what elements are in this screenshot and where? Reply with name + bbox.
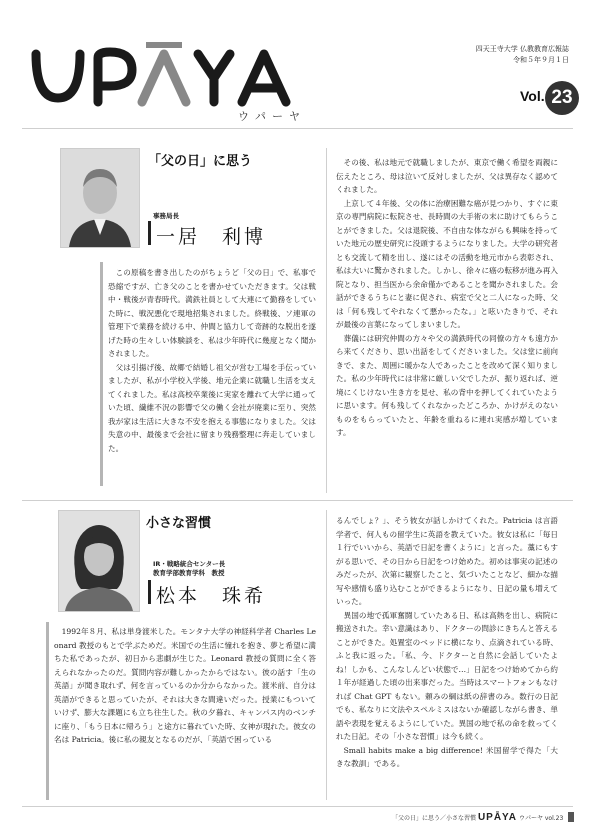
article1-role: 事務局長: [153, 212, 179, 220]
article2-name-bar: [148, 580, 151, 604]
upaya-logo: [28, 40, 298, 110]
article2-column-1: [54, 625, 316, 747]
article1-title: 「父の日」に思う: [148, 154, 253, 169]
author-photo-matsumoto: [58, 510, 140, 612]
article2-column-divider: [326, 510, 327, 800]
footer-rule: [22, 806, 573, 807]
publisher: 四天王寺大学 仏教教育広報誌: [475, 45, 569, 53]
footer-vol: ウパーヤ vol.23: [518, 815, 564, 822]
article1-column-divider: [326, 148, 327, 493]
header-rule: [22, 128, 573, 129]
article2-col2-para-2: 異国の地で孤軍奮闘していたある日、私は高熱を出し、病院に搬送された。幸い意識はあり、ドクターの問診にきちんと答えることができた。処置室のベッドに横になり、点滴されている時、ふと我に返った。「私、今、ドクターと自然に会話していたよね！しかも、こんなしんどい状態で…」日記をつけ始めてから約１年が経過した頃の出来事だった。当時はスマートフォンもなければ Chat GPT もない。頼みの綱は紙の辞書のみ。数行の日記でも、私なりに文法やスペルミスはないか確認しながら書き、単語や表現を覚えるようにしていた。異国の地で私の命を救ってくれた日記。その「小さな習慣」は今も続く。: [336, 610, 558, 741]
article2-role: IR・戦略統合センター長 教育学部教育学科 教授: [153, 560, 226, 577]
article1-column-2: [336, 156, 558, 440]
section-divider: [22, 500, 573, 501]
author-photo-ichii: [60, 148, 140, 248]
article1-accent-bar: [100, 262, 103, 486]
footer-logo: UPĀYA: [477, 812, 518, 823]
footer: [392, 812, 573, 823]
article2-author-name: 松本 珠希: [156, 585, 267, 607]
article2-col2-para-1: るんでしょ？」、そう彼女が話しかけてくれた。Patricia は言語学者で、何人もの留学生に英語を教えていた。彼女は私に「毎日１行でいいから、英語で日記を書くように」と言った。藁にもすがる思いで、その日から日記をつけ始めた。初めは事実の記述のみだったが、次第に観察したこと、気づいたことなど、細かな描写や感情も盛り込むことができるようになり、日記の量も増えていった。: [336, 516, 558, 606]
article1-col1-para-2: 父は引揚げ後、故郷で結婚し祖父が営む工場を手伝っていましたが、私が小学校入学後、地元企業に就職し生活を支えてくれました。私は高校卒業後に実家を離れて大学に通っていた頃、繊維不況の影響で父の働く会社が廃業に至り、突然我が家は生活に大きな不安を抱える事態になりました。父は失意の中、最後まで会社に留まり残務整理に奔走していました。: [108, 362, 316, 453]
vol-label: Vol.: [520, 88, 545, 104]
article1-name-bar: [148, 221, 151, 245]
article2-col2-para-3: Small habits make a big difference! 米国留学で得た「大きな教訓」である。: [336, 745, 558, 768]
article1-col2-para-3: 葬儀には研究仲間の方々や父の満鉄時代の同僚の方々も遠方から来てくださり、思い出話をしてくださいました。父は堂に前向きで、また、周囲に暖かな人であったことを改めて深く知りました。私の少年時代には非常に厳しい父でしたが、振り返れば、逆境にくじけない生き方を見せ、私の背中を押してくれていたように思います。何も残してくれなかったどころか、かけがえのないものをもらっていたと、年齢を重ねるに連れ実感が増しています。: [336, 333, 558, 437]
footer-text: 「父の日」に思う／小さな習慣: [392, 815, 477, 822]
vol-number: 23: [545, 81, 579, 115]
issue-date: 令和５年９月１日: [513, 56, 569, 64]
article2-title: 小さな習慣: [146, 516, 212, 531]
article1-author-name: 一居 利博: [156, 226, 267, 248]
publication-info: [476, 44, 569, 66]
article1-col1-para-1: この原稿を書き出したのがちょうど「父の日」で、私事で恐縮ですが、亡き父のことを書かせていただきます。父は戦中・戦後が青春時代。満鉄社員として大連にて勤務をしていた時に、戦況悪化で現地招集されました。終戦後、ソ連軍の管理下で業務を続ける中、仲間と協力して奇跡的な脱出を遂げた時の生々しい体験談を、私は少年時代に幾度となく聞かされました。: [108, 268, 316, 358]
article1-column-1: [108, 266, 316, 455]
article1-col2-para-2: 上京して４年後、父の体に治療困難な癌が見つかり、すぐに東京の専門病院に転院させ、長時間の大手術の末に助けてもらうことができました。父は退院後、不自由な体ながらも興味を持っていた地元の歴史研究に没頭するようになりました。大学の研究者とも交流して精を出し、遂にはその活動を地元市から表彰され、私は大いに驚かされました。しかし、徐々に癌の転移が進み再入院となり、担当医から余命僅かであることを聞かされました。会話ができるうちにと妻に促され、病室で父と二人になった時、父は「何も残してやれなくて悪かったな。」と呟いたきりで、それが最後の言葉になってしまいました。: [336, 198, 558, 329]
article2-accent-bar: [46, 622, 49, 800]
article1-col2-para-1: その後、私は地元で就職しましたが、東京で働く希望を両親に伝えたところ、母は泣いて反対しましたが、父は異存なく認めてくれました。: [336, 158, 558, 194]
page-marker: [568, 812, 574, 822]
article2-column-2: [336, 514, 558, 771]
article2-col1-para-1: 1992年８月、私は単身渡米した。モンタナ大学の神経科学者 Charles Leonard 教授のもとで学ぶためだ。米国での生活に憧れを抱き、夢と希望に満ちた私であったが、初日から悲劇が生じた。Leonard 教授の質問に全く答えられなかったのだ。質問内容が難しかったからではない。彼の話す「生の英語」が聞き取れず、何を言っているのか分からなかった。渡米前、自分は英語ができると思っていたが、それは大きな間違いだった。授業にもついていけず、膨大な課題にも立ち往生した。秋の夕暮れ、キャンパス内のベンチに座り、「もう日本に帰ろう」と途方に暮れていた時、女神が現れた。彼女の名は Patricia。後に私の親友となるのだが、「英語で困っている: [54, 627, 316, 744]
logo-katakana: ウパーヤ: [238, 110, 306, 123]
